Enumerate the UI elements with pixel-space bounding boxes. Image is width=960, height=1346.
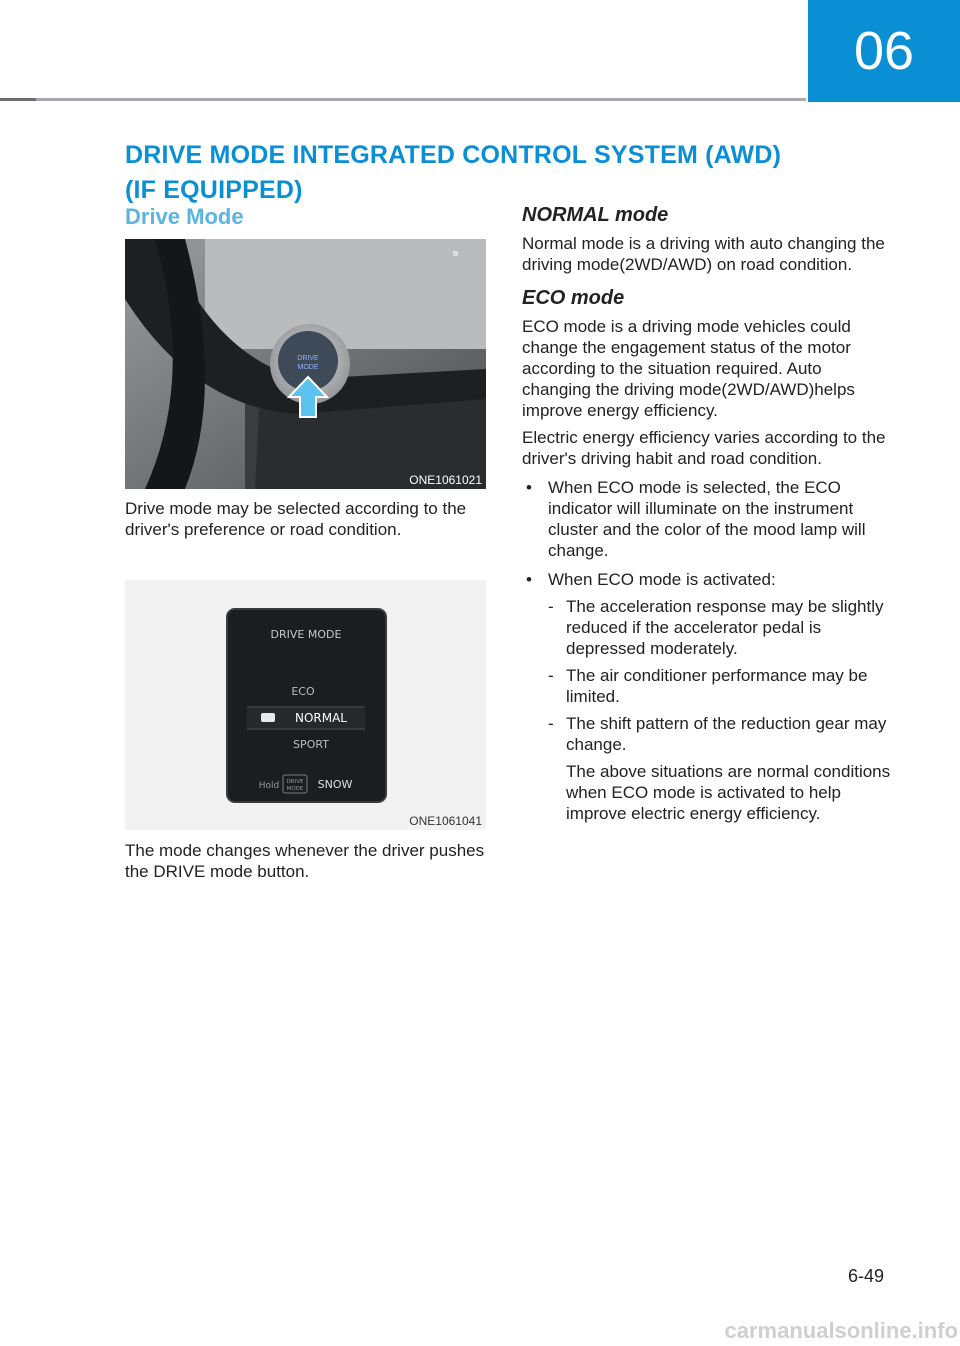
dash-icon: - [548, 597, 554, 616]
svg-text:MODE: MODE [297, 364, 319, 371]
normal-mode-heading: NORMAL mode [522, 204, 669, 226]
hold-mode-snow: SNOW [317, 778, 353, 791]
bullet-dot-icon: • [526, 478, 532, 497]
mode-eco: ECO [291, 685, 315, 698]
mode-change-paragraph: The mode changes whenever the driver pushes the DRIVE mode button. [125, 841, 485, 881]
eco-note: The above situations are normal conditions when ECO mode is activated to help improve electric energy efficiency. [566, 762, 891, 823]
dash-icon: - [548, 714, 554, 733]
header-rule-accent [0, 98, 36, 101]
eco-sub-item-2 [522, 665, 892, 707]
eco-bullet-1-text: When ECO mode is selected, the ECO indicator will illuminate on the instrument cluster and the color of the mood lamp will change. [548, 478, 866, 560]
hold-button-line-1: DRIVE [286, 779, 304, 785]
hold-label: Hold [258, 781, 280, 791]
eco-sub-item-1-text: The acceleration response may be slightly reduced if the accelerator pedal is depressed moderately. [566, 597, 884, 658]
eco-mode-text-2: Electric energy efficiency varies according to the driver's driving habit and road condition. [522, 428, 886, 468]
eco-bullet-2-text: When ECO mode is activated: [548, 570, 776, 589]
drive-mode-subheading: Drive Mode [125, 204, 244, 229]
section-title [125, 138, 825, 208]
eco-sub-item-3 [522, 713, 892, 755]
intro-paragraph: Drive mode may be selected according to the driver's preference or road condition. [125, 499, 467, 539]
car-icon [261, 713, 275, 722]
figure-2-code: ONE1061041 [409, 814, 482, 828]
svg-text:DRIVE: DRIVE [297, 355, 319, 362]
eco-sub-item-2-text: The air conditioner performance may be limited. [566, 666, 868, 706]
mode-change-paragraph-block [125, 840, 485, 882]
eco-bullet-1 [522, 477, 892, 561]
hold-button-line-2: MODE [286, 786, 304, 792]
intro-paragraph-block [125, 498, 485, 540]
dash-icon: - [548, 666, 554, 685]
right-column [522, 204, 892, 824]
drive-mode-screen-figure [125, 580, 486, 830]
eco-mode-text-1: ECO mode is a driving mode vehicles could change the engagement status of the motor according to the situation required. Auto changing the driving mode(2WD/AWD)helps improve energy efficiency. [522, 317, 855, 420]
page-number: 6-49 [847, 1266, 884, 1286]
chapter-tab: 06 [808, 0, 960, 102]
normal-mode-text: Normal mode is a driving with auto changing the driving mode(2WD/AWD) on road condition. [522, 234, 885, 274]
watermark: carmanualsonline.info [724, 1318, 958, 1343]
steering-wheel-illustration [125, 239, 486, 489]
screen-title: DRIVE MODE [270, 628, 342, 641]
eco-sub-item-3-text: The shift pattern of the reduction gear may change. [566, 714, 887, 754]
eco-mode-heading: ECO mode [522, 287, 625, 309]
drive-mode-button-figure [125, 239, 486, 489]
bullet-dot-icon: • [526, 570, 532, 589]
mode-normal: NORMAL [294, 711, 348, 725]
mode-sport: SPORT [293, 738, 329, 751]
header-rule [0, 98, 806, 101]
eco-sub-item-1 [522, 596, 892, 659]
section-title-line-2: (IF EQUIPPED) [125, 176, 303, 204]
eco-bullet-2 [522, 569, 892, 590]
figure-1-code: ONE1061021 [409, 473, 482, 487]
section-title-line-1: DRIVE MODE INTEGRATED CONTROL SYSTEM (AWD) [125, 141, 782, 169]
cluster-screen-illustration [125, 580, 486, 830]
